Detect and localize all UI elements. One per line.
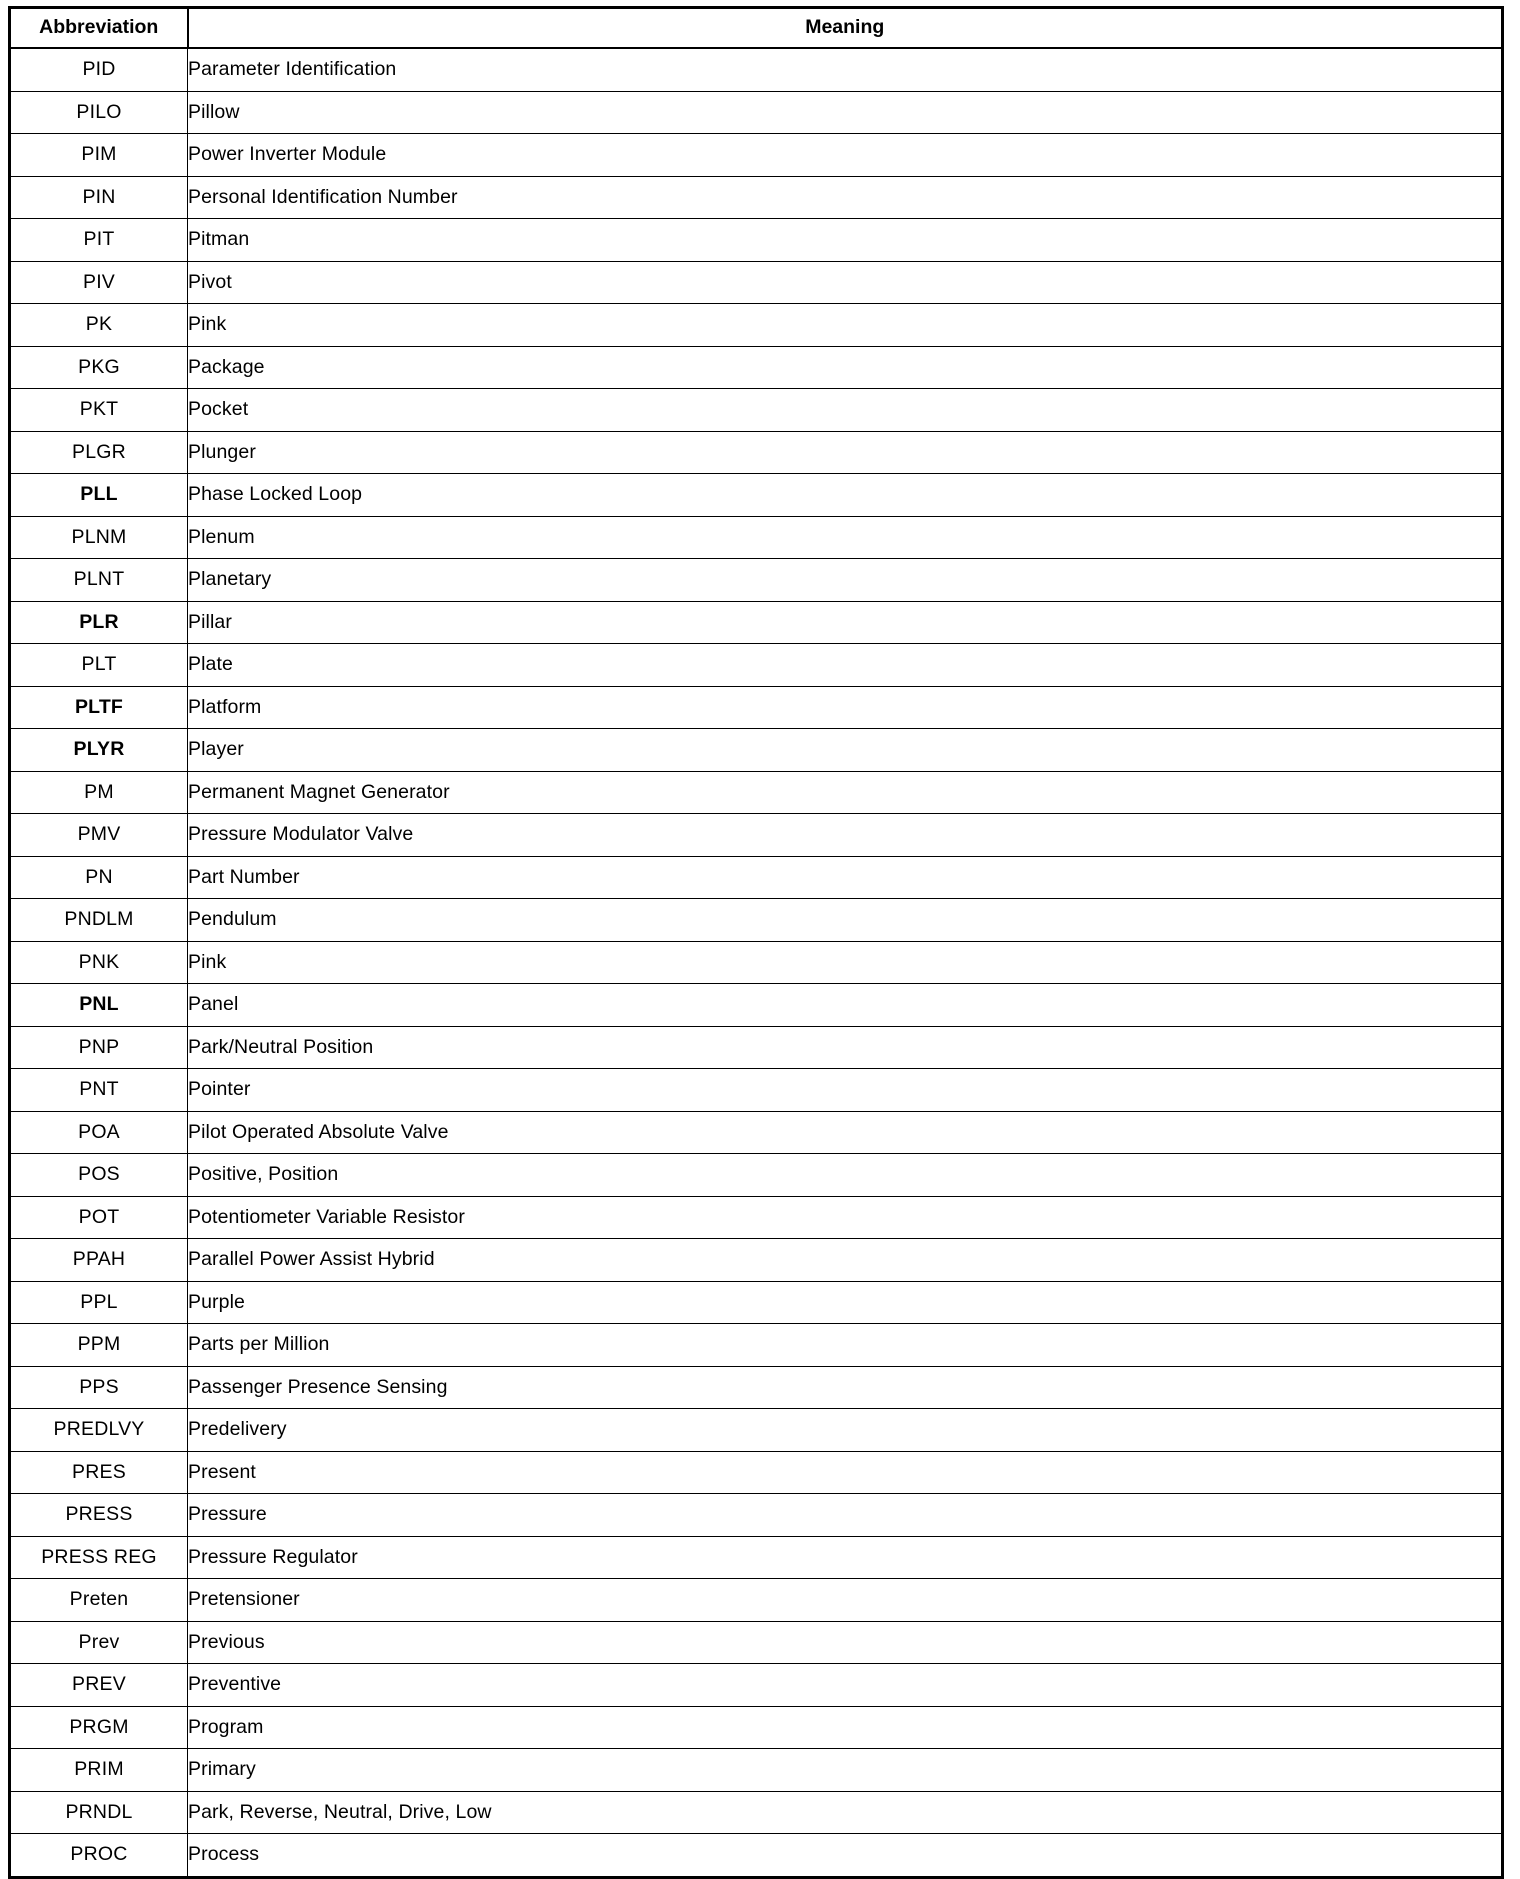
cell-meaning: Potentiometer Variable Resistor	[188, 1196, 1503, 1239]
table-row	[10, 1366, 1503, 1409]
cell-meaning: Pocket	[188, 389, 1503, 432]
cell-meaning: Previous	[188, 1621, 1503, 1664]
cell-abbreviation: PLT	[10, 644, 188, 687]
cell-abbreviation: PLTF	[10, 686, 188, 729]
cell-abbreviation: PPAH	[10, 1239, 188, 1282]
table-row	[10, 1706, 1503, 1749]
cell-abbreviation: PRGM	[10, 1706, 188, 1749]
cell-abbreviation: POA	[10, 1111, 188, 1154]
table-row	[10, 814, 1503, 857]
cell-meaning: Positive, Position	[188, 1154, 1503, 1197]
cell-meaning: Pitman	[188, 219, 1503, 262]
cell-meaning: Personal Identification Number	[188, 176, 1503, 219]
cell-meaning: Pressure Regulator	[188, 1536, 1503, 1579]
cell-abbreviation: PNP	[10, 1026, 188, 1069]
cell-meaning: Power Inverter Module	[188, 134, 1503, 177]
cell-abbreviation: PRIM	[10, 1749, 188, 1792]
table-row	[10, 559, 1503, 602]
cell-meaning: Planetary	[188, 559, 1503, 602]
cell-abbreviation: PKT	[10, 389, 188, 432]
cell-abbreviation: PLYR	[10, 729, 188, 772]
cell-abbreviation: POS	[10, 1154, 188, 1197]
table-row	[10, 1791, 1503, 1834]
cell-meaning: Pilot Operated Absolute Valve	[188, 1111, 1503, 1154]
cell-meaning: Panel	[188, 984, 1503, 1027]
table-row	[10, 1664, 1503, 1707]
table-row	[10, 984, 1503, 1027]
table-row	[10, 431, 1503, 474]
cell-meaning: Phase Locked Loop	[188, 474, 1503, 517]
table-row	[10, 261, 1503, 304]
table-header-row	[10, 8, 1503, 49]
cell-meaning: Park, Reverse, Neutral, Drive, Low	[188, 1791, 1503, 1834]
cell-meaning: Pivot	[188, 261, 1503, 304]
table-row	[10, 48, 1503, 91]
cell-abbreviation: PLGR	[10, 431, 188, 474]
cell-abbreviation: Preten	[10, 1579, 188, 1622]
cell-abbreviation: PPM	[10, 1324, 188, 1367]
cell-meaning: Parameter Identification	[188, 48, 1503, 91]
table-row	[10, 304, 1503, 347]
cell-meaning: Pointer	[188, 1069, 1503, 1112]
cell-abbreviation: PRES	[10, 1451, 188, 1494]
cell-abbreviation: PK	[10, 304, 188, 347]
cell-abbreviation: PNL	[10, 984, 188, 1027]
table-row	[10, 176, 1503, 219]
cell-abbreviation: PID	[10, 48, 188, 91]
cell-abbreviation: PNT	[10, 1069, 188, 1112]
column-header-abbreviation: Abbreviation	[10, 8, 188, 49]
table-row	[10, 134, 1503, 177]
table-row	[10, 516, 1503, 559]
cell-meaning: Permanent Magnet Generator	[188, 771, 1503, 814]
cell-abbreviation: PREV	[10, 1664, 188, 1707]
column-header-meaning: Meaning	[188, 8, 1503, 49]
cell-abbreviation: PLL	[10, 474, 188, 517]
cell-meaning: Platform	[188, 686, 1503, 729]
table-row	[10, 1834, 1503, 1878]
cell-abbreviation: PRNDL	[10, 1791, 188, 1834]
table-row	[10, 771, 1503, 814]
cell-abbreviation: PRESS REG	[10, 1536, 188, 1579]
cell-abbreviation: PIV	[10, 261, 188, 304]
table-row	[10, 1069, 1503, 1112]
table-row	[10, 941, 1503, 984]
cell-meaning: Program	[188, 1706, 1503, 1749]
table-row	[10, 1749, 1503, 1792]
cell-meaning: Predelivery	[188, 1409, 1503, 1452]
cell-meaning: Purple	[188, 1281, 1503, 1324]
cell-abbreviation: PNDLM	[10, 899, 188, 942]
table-row	[10, 1494, 1503, 1537]
cell-meaning: Process	[188, 1834, 1503, 1878]
cell-abbreviation: Prev	[10, 1621, 188, 1664]
cell-abbreviation: PROC	[10, 1834, 188, 1878]
table-row	[10, 686, 1503, 729]
cell-abbreviation: PIT	[10, 219, 188, 262]
cell-meaning: Plenum	[188, 516, 1503, 559]
table-row	[10, 856, 1503, 899]
cell-abbreviation: PPL	[10, 1281, 188, 1324]
cell-abbreviation: PLNT	[10, 559, 188, 602]
table-row	[10, 1579, 1503, 1622]
table-body	[10, 48, 1503, 1877]
table-row	[10, 899, 1503, 942]
cell-meaning: Pink	[188, 304, 1503, 347]
cell-meaning: Primary	[188, 1749, 1503, 1792]
table-header	[10, 8, 1503, 49]
table-row	[10, 1111, 1503, 1154]
table-row	[10, 1239, 1503, 1282]
table-row	[10, 601, 1503, 644]
table-row	[10, 1281, 1503, 1324]
cell-abbreviation: PIN	[10, 176, 188, 219]
cell-meaning: Part Number	[188, 856, 1503, 899]
table-row	[10, 346, 1503, 389]
cell-meaning: Parallel Power Assist Hybrid	[188, 1239, 1503, 1282]
table-row	[10, 1536, 1503, 1579]
cell-meaning: Pretensioner	[188, 1579, 1503, 1622]
cell-meaning: Pressure Modulator Valve	[188, 814, 1503, 857]
abbreviations-table	[8, 6, 1504, 1879]
table-row	[10, 1196, 1503, 1239]
table-row	[10, 474, 1503, 517]
cell-meaning: Passenger Presence Sensing	[188, 1366, 1503, 1409]
cell-abbreviation: PNK	[10, 941, 188, 984]
table-row	[10, 91, 1503, 134]
cell-abbreviation: PKG	[10, 346, 188, 389]
cell-meaning: Pillar	[188, 601, 1503, 644]
cell-abbreviation: PREDLVY	[10, 1409, 188, 1452]
cell-abbreviation: PMV	[10, 814, 188, 857]
cell-abbreviation: PN	[10, 856, 188, 899]
cell-meaning: Pillow	[188, 91, 1503, 134]
table-row	[10, 1154, 1503, 1197]
cell-meaning: Pink	[188, 941, 1503, 984]
table-row	[10, 1409, 1503, 1452]
cell-abbreviation: PIM	[10, 134, 188, 177]
cell-meaning: Player	[188, 729, 1503, 772]
table-row	[10, 389, 1503, 432]
cell-meaning: Preventive	[188, 1664, 1503, 1707]
cell-meaning: Pressure	[188, 1494, 1503, 1537]
cell-meaning: Package	[188, 346, 1503, 389]
cell-abbreviation: PILO	[10, 91, 188, 134]
table-row	[10, 1451, 1503, 1494]
cell-meaning: Park/Neutral Position	[188, 1026, 1503, 1069]
table-row	[10, 644, 1503, 687]
cell-meaning: Plate	[188, 644, 1503, 687]
table-row	[10, 1026, 1503, 1069]
table-row	[10, 1621, 1503, 1664]
cell-abbreviation: POT	[10, 1196, 188, 1239]
table-row	[10, 1324, 1503, 1367]
cell-abbreviation: PLNM	[10, 516, 188, 559]
cell-meaning: Present	[188, 1451, 1503, 1494]
cell-meaning: Plunger	[188, 431, 1503, 474]
cell-abbreviation: PRESS	[10, 1494, 188, 1537]
table-row	[10, 729, 1503, 772]
table-row	[10, 219, 1503, 262]
cell-abbreviation: PPS	[10, 1366, 188, 1409]
cell-meaning: Pendulum	[188, 899, 1503, 942]
cell-abbreviation: PM	[10, 771, 188, 814]
cell-abbreviation: PLR	[10, 601, 188, 644]
cell-meaning: Parts per Million	[188, 1324, 1503, 1367]
